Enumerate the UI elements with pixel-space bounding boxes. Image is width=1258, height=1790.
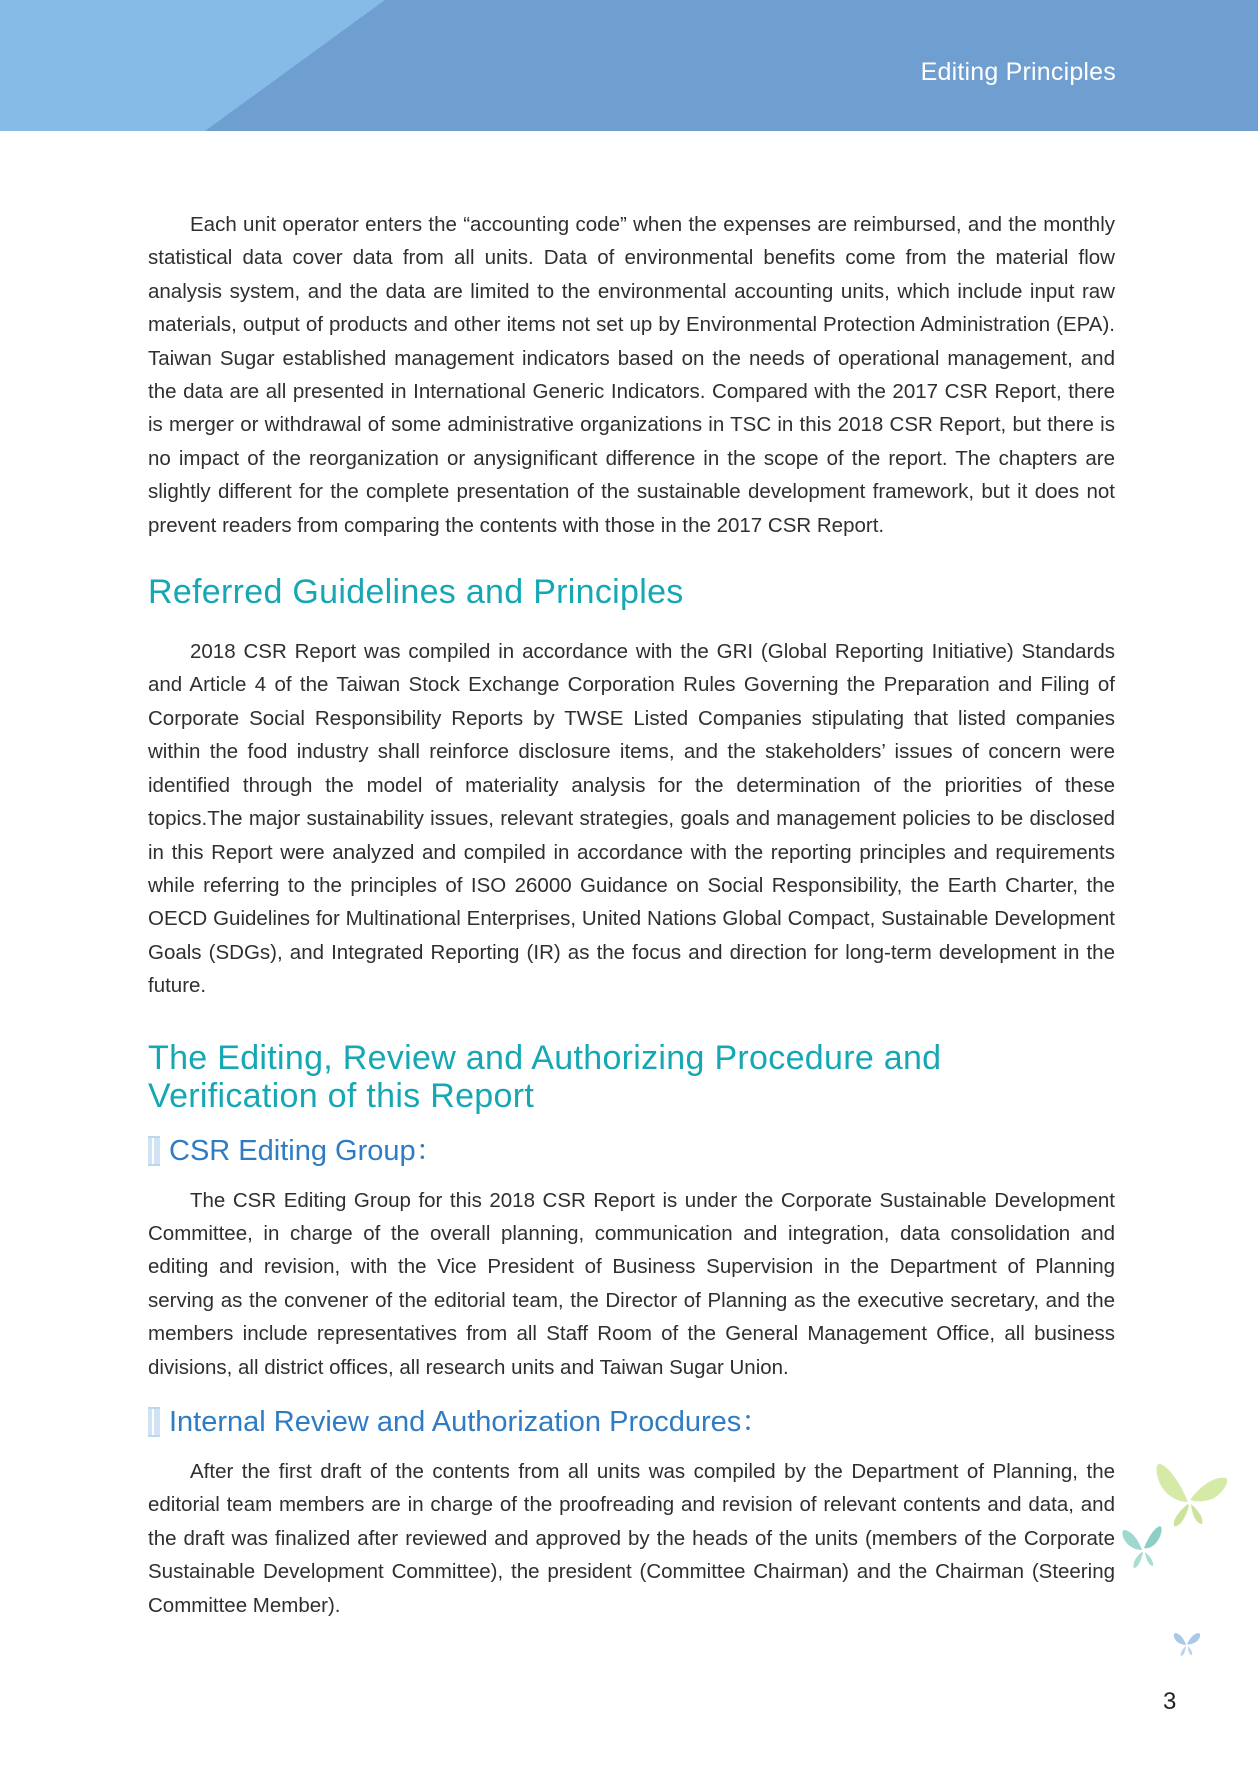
editing-group-paragraph: The CSR Editing Group for this 2018 CSR Report is under the Corporate Sustainable Development Committee, in charge of the overall planning, communication and integration, data consolidation and editing and revision, with the Vice President of Business Supervision in the Department of Planning serving as the convener of the editorial team, the Director of Planning as the executive secretary, and the members include representatives from all Staff Room of the General Management Office, all business divisions, all district offices, all research units and Taiwan Sugar Union. — [148, 1188, 1115, 1379]
page-content — [148, 208, 1115, 1622]
page-number: 3 — [1163, 1688, 1177, 1715]
guidelines-paragraph: 2018 CSR Report was compiled in accordance with the GRI (Global Reporting Initiative) Standards and Article 4 of the Taiwan Stock Exchange Corporation Rules Governing the Preparation and Filing of Corporate Social Responsibility Reports by TWSE Listed Companies stipulating that listed companies within the food industry shall reinforce disclosure items, and the stakeholders’ issues of concern were identified through the model of materiality analysis for the determination of the priorities of these topics.The major sustainability issues, relevant strategies, goals and management policies to be disclosed in this Report were analyzed and compiled in accordance with the reporting principles and requirements while referring to the principles of ISO 26000 Guidance on Social Responsibility, the Earth Charter, the OECD Guidelines for Multinational Enterprises, United Nations Global Compact, Sustainable Development Goals (SDGs), and Integrated Reporting (IR) as the focus and direction for long-term development in the future. — [148, 640, 1115, 998]
section-heading-procedure — [148, 1039, 1115, 1115]
header-band — [0, 0, 1258, 131]
section-heading-guidelines: Referred Guidelines and Principles — [148, 573, 684, 612]
section-heading-procedure-line2: Verification of this Report — [148, 1076, 535, 1115]
internal-review-paragraph: After the first draft of the contents from all units was compiled by the Department of Planning, the editorial team members are in charge of the proofreading and revision of relevant contents and data, and the draft was finalized after reviewed and approved by the heads of the units (members of the Corporate Sustainable Development Committee), the president (Committee Chairman) and the Chairman (Steering Committee Member). — [148, 1459, 1115, 1617]
subheading-bar-icon — [148, 1136, 160, 1166]
subheading-editing-group-label: CSR Editing Group： — [169, 1134, 445, 1167]
subheading-bar-icon — [148, 1407, 160, 1437]
subheading-internal-review — [148, 1404, 1115, 1440]
subheading-internal-review-label: Internal Review and Authorization Procdures： — [169, 1405, 771, 1438]
butterfly-green-icon — [1150, 1462, 1230, 1528]
intro-paragraph: Each unit operator enters the “accounting code” when the expenses are reimbursed, and the monthly statistical data cover data from all units. Data of environmental benefits come from the material flow analysis system, and the data are limited to the environmental accounting units, which include input raw materials, output of products and other items not set up by Environmental Protection Administration (EPA). Taiwan Sugar established management indicators based on the needs of operational management, and the data are all presented in International Generic Indicators. Compared with the 2017 CSR Report, there is merger or withdrawal of some administrative organizations in TSC in this 2018 CSR Report, but there is no impact of the reorganization or anysignificant difference in the scope of the report. The chapters are slightly different for the complete presentation of the sustainable development framework, but it does not prevent readers from comparing the contents with those in the 2017 CSR Report. — [148, 213, 1115, 537]
butterfly-teal-icon — [1120, 1524, 1168, 1572]
subheading-editing-group — [148, 1133, 1115, 1169]
section-heading-procedure-line1: The Editing, Review and Authorizing Procedure and — [148, 1038, 942, 1077]
header-title: Editing Principles — [920, 58, 1116, 86]
butterfly-blue-icon — [1172, 1630, 1202, 1658]
